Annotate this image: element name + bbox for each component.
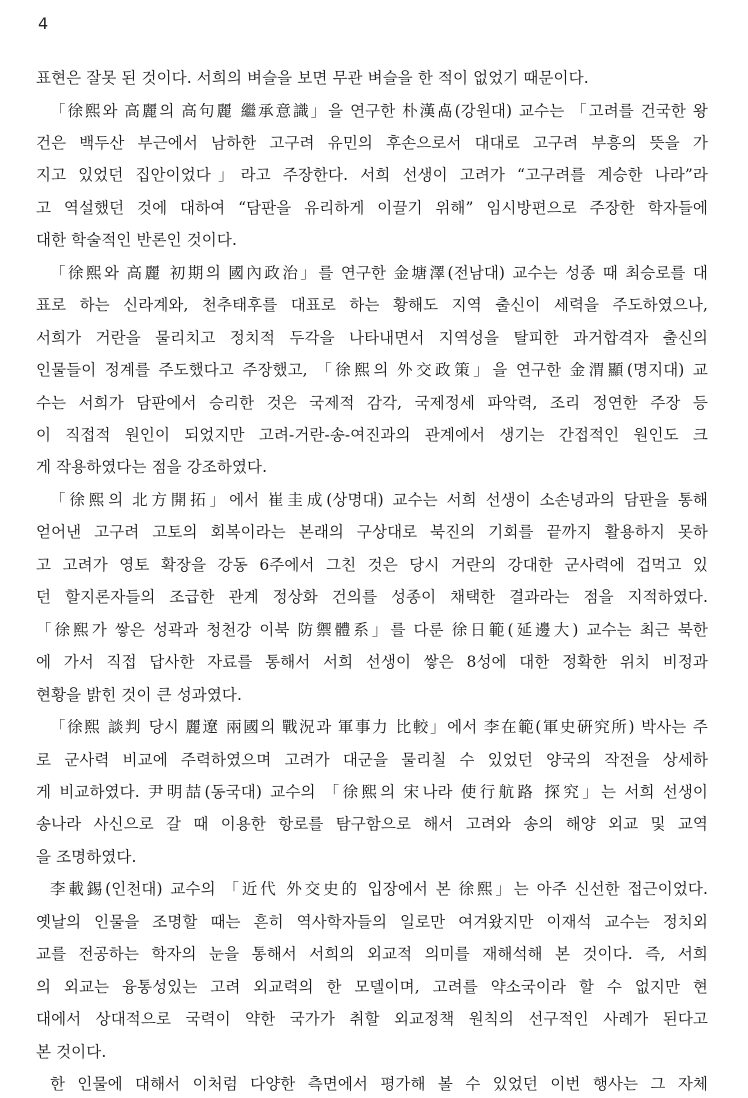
text-line: 고 역설했던 것에 대하여 “담판을 유리하게 이끌기 위해” 임시방편으로 주장한 학자들에 [36,198,708,217]
text-line: 송나라 사신으로 갈 때 이용한 항로를 탐구함으로 해서 고려와 송의 해양 외교 및 교역 [36,815,708,834]
text-line: 수는 서희가 담판에서 승리한 것은 국제적 감각, 국제정세 파악력, 조리 정연한 주장 등 [36,393,708,412]
text-line: 게 작용하였다는 점을 강조하였다. [36,458,268,477]
text-line: 이 직접적 원인이 되었지만 고려-거란-송-여진과의 관계에서 생기는 간접적인 원인도 크 [36,426,708,444]
text-line: 에 가서 직접 답사한 자료를 통해서 서희 선생이 쌓은 8성에 대한 정확한 위치 비정과 [36,653,708,672]
text-line: 을 조명하였다. [36,847,137,866]
text-line: 표현은 잘못 된 것이다. 서희의 벼슬을 보면 무관 벼슬을 한 적이 없었기 때문이다. [36,69,589,87]
text-line: 「徐熙와 高麗 初期의 國內政治」를 연구한 金塘澤(전남대) 교수는 성종 때 최승로를 대 [50,263,708,282]
text-line: 건은 백두산 부근에서 남하한 고구려 유민의 후손으로서 대대로 고구려 부흥의 뜻을 가 [36,133,708,152]
text-line: 「徐熙와 高麗의 高句麗 繼承意識」을 연구한 朴漢卨(강원대) 교수는 「고려를 건국한 왕 [50,101,708,120]
text-line: 「徐熙의 北方開拓」에서 崔圭成(상명대) 교수는 서희 선생이 소손녕과의 담판을 통해 [50,490,708,509]
text-line: 표로 하는 신라계와, 천추태후를 대표로 하는 황해도 지역 출신이 세력을 주도하였으나, [36,296,708,315]
text-line: 옛날의 인물을 조명할 때는 흔히 역사학자들의 일로만 여겨왔지만 이재석 교수는 정치외 [36,912,708,931]
text-line: 로 군사력 비교에 주력하였으며 고려가 대군을 물리칠 수 있었던 양국의 작전을 상세하 [36,750,708,769]
text-line: 본 것이다. [36,1042,107,1061]
text-line: 게 비교하였다. 尹明喆(동국대) 교수의 「徐熙의 宋나라 使行航路 探究」는 서희 선생이 [36,782,708,801]
text-line: 「徐熙 談判 당시 麗遼 兩國의 戰況과 軍事力 比較」에서 李在範(軍史硏究所) 박사는 주 [50,718,708,736]
text-line: 대에서 상대적으로 국력이 약한 국가가 취할 외교정책 원칙의 선구적인 사례가 된다고 [36,1010,708,1029]
text-line: 서희가 거란을 물리치고 정치적 두각을 나타내면서 지역성을 탈피한 과거합격자 출신의 [36,328,708,347]
page-number: 4 [38,14,49,33]
text-line: 교를 전공하는 학자의 눈을 통해서 서희의 외교적 의미를 재해석해 본 것이다. 즉, 서희 [36,945,708,964]
text-line: 한 인물에 대해서 이처럼 다양한 측면에서 평가해 볼 수 있었던 이번 행사는 그 자체 [50,1075,708,1093]
text-line: 대한 학술적인 반론인 것이다. [36,231,237,250]
text-line: 「徐熙가 쌓은 성곽과 청천강 이북 防禦體系」를 다룬 徐日範(延邊大) 교수는 최근 북한 [36,620,708,639]
text-line: 인물들이 정계를 주도했다고 주장했고, 「徐熙의 外交政策」을 연구한 金渭顯(명지대) 교 [36,361,708,380]
text-line: 고 고려가 영토 확장을 강동 6주에서 그친 것은 당시 거란의 강대한 군사력에 겁먹고 있 [36,555,708,574]
text-line: 던 할지론자들의 조급한 관계 정상화 건의를 성종이 채택한 결과라는 점을 지적하였다. [36,588,708,607]
text-line: 李載錫(인천대) 교수의 「近代 外交史的 입장에서 본 徐熙」는 아주 신선한 접근이었다. [50,880,708,899]
text-line: 의 외교는 융통성있는 고려 외교력의 한 모델이며, 고려를 약소국이라 할 수 없지만 현 [36,977,708,996]
text-line: 현황을 밝힌 것이 큰 성과였다. [36,685,243,704]
text-line: 지고 있었던 집안이었다」라고 주장한다. 서희 선생이 고려가 “고구려를 계승한 나라”라 [36,166,708,185]
text-line: 얻어낸 고구려 고토의 회복이라는 본래의 구상대로 북진의 기회를 끝까지 활용하지 못하 [36,523,708,542]
